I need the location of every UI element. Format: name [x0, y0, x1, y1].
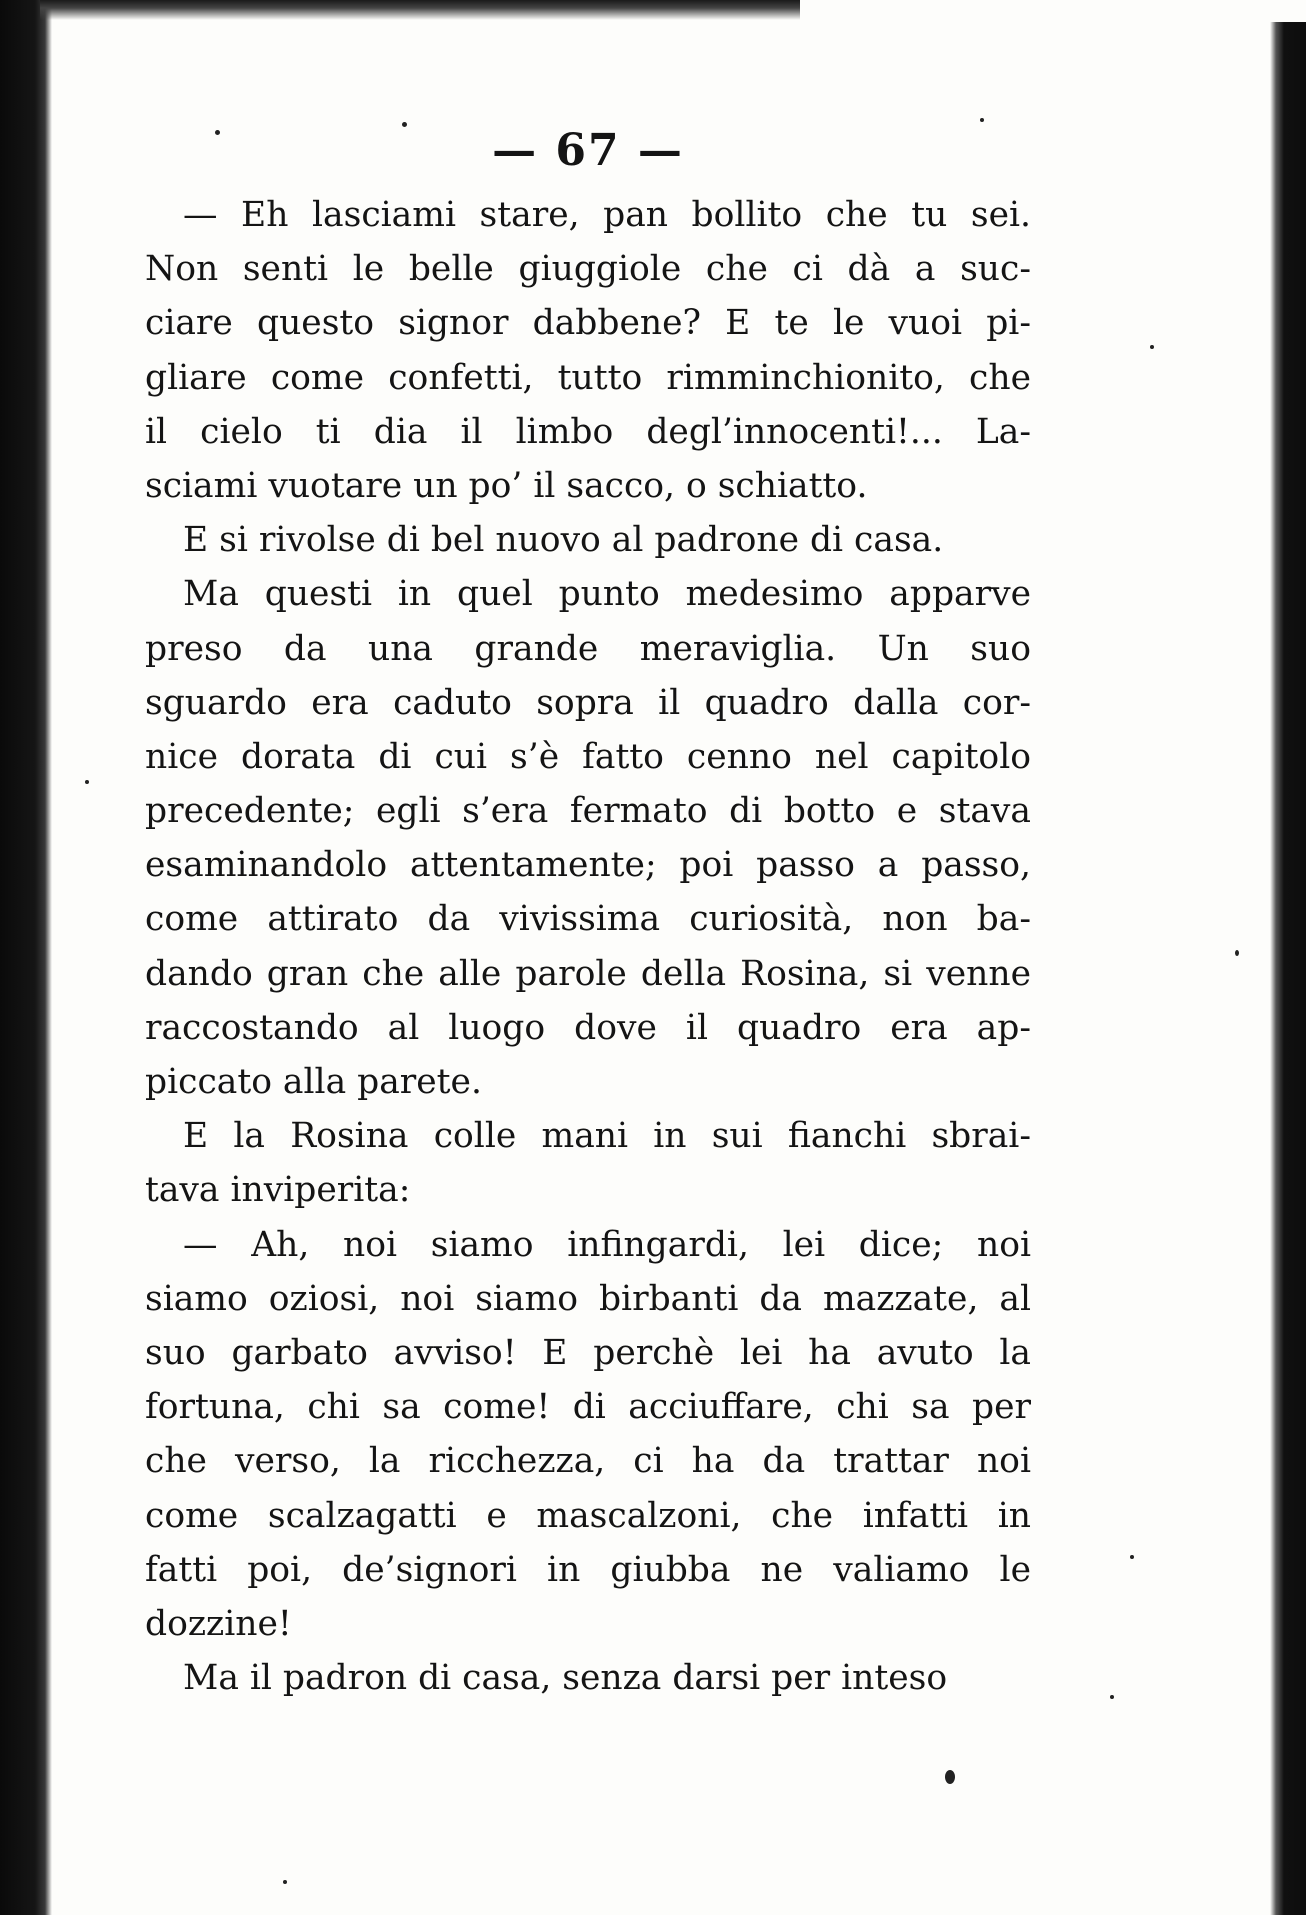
- text-line: suo garbato avviso! E perchè lei ha avuto la: [145, 1332, 1031, 1373]
- text-line: come attirato da vivissima curiosità, non ba-: [145, 899, 1031, 940]
- text-line: fatti poi, de’signori in giubba ne valiamo le: [145, 1549, 1031, 1590]
- dust-speck: [945, 1770, 955, 1784]
- dust-speck: [1235, 950, 1239, 956]
- text-line: E la Rosina colle mani in sui fianchi sbrai-: [183, 1116, 1031, 1157]
- text-line: sciami vuotare un po’ il sacco, o schiatto.: [145, 465, 868, 506]
- scan-edge-right: [1270, 22, 1306, 1915]
- text-line: E si rivolse di bel nuovo al padrone di casa.: [183, 520, 944, 561]
- text-line: dando gran che alle parole della Rosina, si venne: [145, 953, 1031, 994]
- text-line: Ma questi in quel punto medesimo apparve: [183, 574, 1031, 615]
- text-line: siamo oziosi, noi siamo birbanti da mazzate, al: [145, 1278, 1031, 1319]
- text-line: — Ah, noi siamo infingardi, lei dice; noi: [183, 1224, 1031, 1265]
- text-line: — Eh lasciami stare, pan bollito che tu sei.: [183, 195, 1031, 235]
- text-page: [145, 120, 1031, 1705]
- text-line: Non senti le belle giuggiole che ci dà a suc-: [145, 249, 1031, 290]
- paragraph: [145, 188, 1031, 513]
- text-line: come scalzagatti e mascalzoni, che infatti in: [145, 1495, 1031, 1536]
- dust-speck: [283, 1880, 287, 1884]
- dust-speck: [1130, 1555, 1134, 1559]
- text-line: tava inviperita:: [145, 1170, 411, 1211]
- text-line: ciare questo signor dabbene? E te le vuoi pi-: [145, 303, 1031, 344]
- text-line: precedente; egli s’era fermato di botto e stava: [145, 791, 1031, 832]
- paragraph: [145, 567, 1031, 1109]
- text-line: il cielo ti dia il limbo degl’innocenti!... La-: [145, 411, 1031, 452]
- text-line: sguardo era caduto sopra il quadro dalla cor-: [145, 682, 1031, 723]
- paragraph: [145, 1651, 1031, 1705]
- scan-edge-left: [0, 0, 52, 1915]
- dust-speck: [1110, 1695, 1114, 1699]
- scan-edge-top: [40, 0, 800, 20]
- text-line: nice dorata di cui s’è fatto cenno nel capitolo: [145, 736, 1031, 777]
- body-text: [145, 188, 1031, 1705]
- text-line: esaminandolo attentamente; poi passo a passo,: [145, 845, 1031, 886]
- text-line: fortuna, chi sa come! di acciuffare, chi sa per: [145, 1387, 1031, 1428]
- paragraph: [145, 1109, 1031, 1217]
- text-line: dozzine!: [145, 1603, 292, 1644]
- page-number: — 67 —: [492, 125, 684, 176]
- text-line: che verso, la ricchezza, ci ha da trattar noi: [145, 1441, 1031, 1482]
- text-line: preso da una grande meraviglia. Un suo: [145, 628, 1031, 669]
- dust-speck: [85, 780, 89, 784]
- paragraph: [145, 1218, 1031, 1652]
- dust-speck: [1150, 345, 1154, 349]
- text-line: gliare come confetti, tutto rimminchionito, che: [145, 357, 1031, 398]
- text-line: Ma il padron di casa, senza darsi per inteso: [183, 1658, 948, 1699]
- text-line: raccostando al luogo dove il quadro era ap-: [145, 1007, 1031, 1048]
- paragraph: [145, 513, 1031, 567]
- text-line: piccato alla parete.: [145, 1062, 482, 1102]
